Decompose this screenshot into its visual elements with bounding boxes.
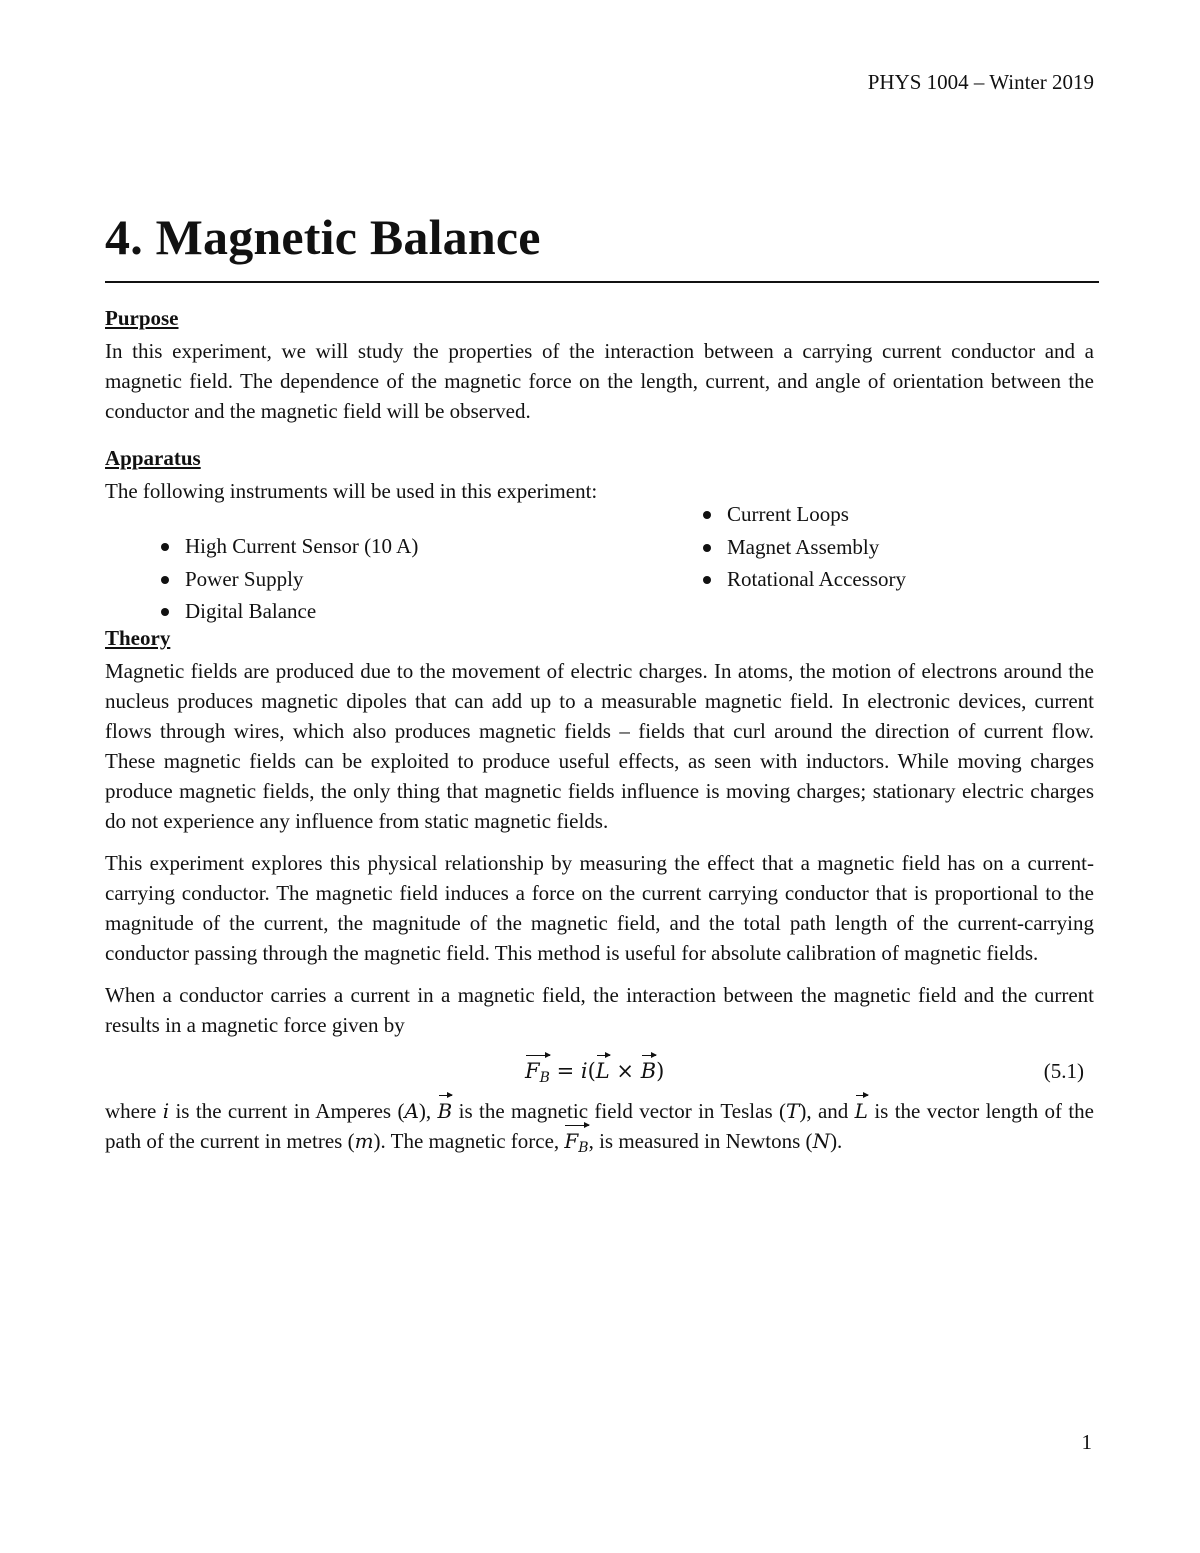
purpose-heading: Purpose (105, 306, 179, 330)
document-title: 4. Magnetic Balance (105, 209, 541, 265)
list-item: Digital Balance (153, 595, 418, 628)
apparatus-intro: The following instruments will be used in this experiment: (105, 479, 598, 503)
running-header: PHYS 1004 – Winter 2019 (867, 70, 1094, 94)
field-vector: B (641, 1056, 656, 1086)
list-item: High Current Sensor (10 A) (153, 530, 418, 563)
equation-number: (5.1) (1043, 1059, 1084, 1083)
theory-explanation: where i is the current in Amperes (A), B is the magnetic field vector in Teslas (T), and L is the vector length of the path of the current in metres (m). The magnetic force, $F_B$, is measured in Newtons (N). (105, 1096, 1094, 1163)
theory-paragraph-2: This experiment explores this physical relationship by measuring the effect that a magnetic field has on a current-carrying conductor. The magnetic field induces a force on the current carrying conductor that is proportional to the magnitude of the current, the magnitude of the magnetic field, and the total path length of the current-carrying conductor passing through the magnetic field. This method is useful for absolute calibration of magnetic fields. (105, 851, 1094, 965)
theory-paragraph-3: When a conductor carries a current in a magnetic field, the interaction between the magnetic field and the current results in a magnetic force given by (105, 983, 1094, 1037)
page-number: 1 (1081, 1430, 1092, 1454)
purpose-paragraph: In this experiment, we will study the properties of the interaction between a carrying current conductor and a magnetic field. The dependence of the magnetic force on the length, current, and angle of orientation between the conductor and the magnetic field will be observed. (105, 339, 1094, 423)
apparatus-lists (105, 502, 1094, 624)
theory-paragraph-1: Magnetic fields are produced due to the movement of electric charges. In atoms, the motion of electrons around the nucleus produces magnetic dipoles that can add up to a measurable magnetic field. In electronic devices, current flows through wires, which also produces magnetic fields – fields that curl around the direction of current flow. These magnetic fields can be exploited to produce useful effects, as seen with inductors. While moving charges produce magnetic fields, the only thing that magnetic fields influence is moving charges; stationary electric charges do not experience any influence from static magnetic fields. (105, 659, 1094, 833)
magnetic-force-equation: $F_B = i(L \times B)$ (525, 1056, 664, 1093)
title-divider (105, 281, 1099, 283)
list-item: Rotational Accessory (695, 563, 906, 596)
document-body (105, 304, 1094, 1163)
list-item: Magnet Assembly (695, 531, 906, 564)
theory-heading: Theory (105, 626, 171, 650)
force-vector: $F_B$ (525, 1056, 550, 1093)
length-vector: L (596, 1056, 610, 1086)
apparatus-list-right (695, 498, 906, 596)
apparatus-list-left (153, 530, 418, 628)
equation-5-1 (105, 1050, 1094, 1096)
list-item: Current Loops (695, 498, 906, 531)
list-item: Power Supply (153, 563, 418, 596)
apparatus-heading: Apparatus (105, 446, 201, 470)
